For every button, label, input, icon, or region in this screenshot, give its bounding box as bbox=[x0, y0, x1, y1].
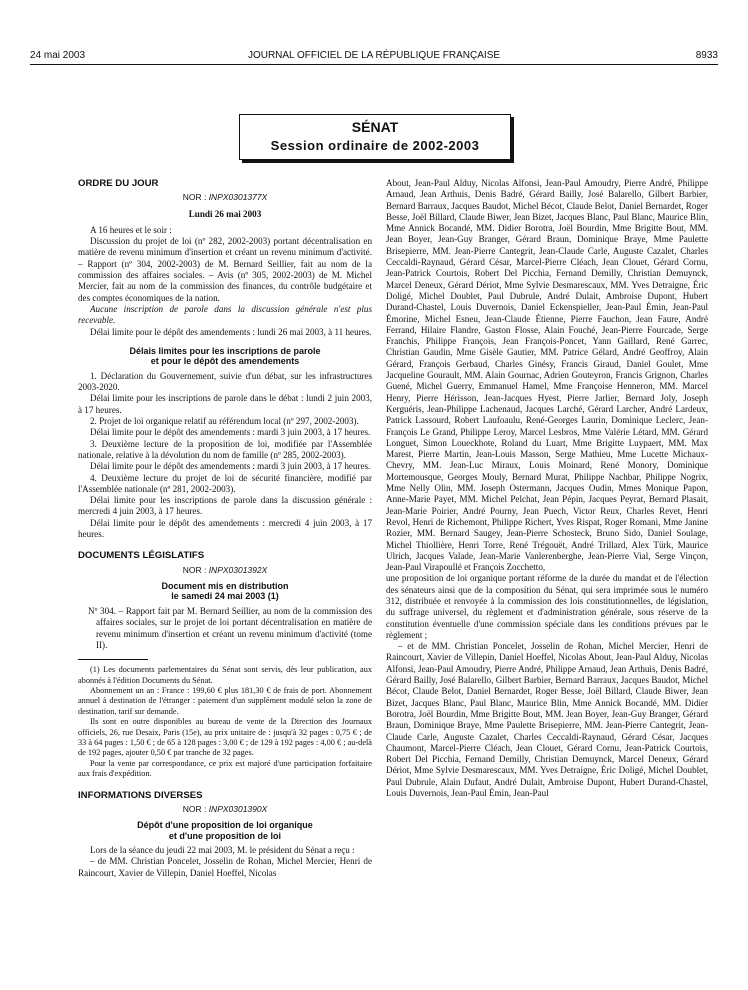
ordre-deadline: Délai limite pour le dépôt des amendements : lundi 26 mai 2003, à 11 heures. bbox=[90, 326, 372, 337]
delais-item: Délai limite pour le dépôt des amendements : mardi 3 juin 2003, à 17 heures. bbox=[90, 427, 371, 438]
footnote-text: (1) Les documents parlementaires du Sénat sont servis, dès leur publication, aux abonnés à l'édition Documents du Sénat. bbox=[78, 665, 372, 685]
title-session: Session ordinaire de 2002-2003 bbox=[270, 138, 480, 153]
signatories-list-2: – et de MM. Christian Poncelet, Josselin de Rohan, Michel Mercier, Henri de Raincourt, Xavier de Villepin, Daniel Hoeffel, Nicolas About, Jean-Paul Alduy, Nicolas Alfonsi, Jean-Paul Amoudry, Pierre André, Philippe Arnaud, Jean Arthuis, Denis Badré, Gérard Bailly, José Balarello, Gilbert Barbier, Bernard Barraux, Jacques Baudot, Michel Bécot, Claude Belot, Daniel Bernardet, Roger Besse, Joël Billard, Claude Biwer, Jean Bizet, Jacques Blanc, Paul Blanc, Maurice Blin, Mme Annick Bocandé, MM. Didier Borotra, Joël Bourdin, Mme Brigitte Bout, MM. Jean Boyer, Jean-Guy Branger, Gérard Braun, Dominique Braye, Mme Paulette Brisepierre, MM. Jean-Pierre Cantegrit, Jean-Claude Carle, Auguste Cazalet, Charles Ceccaldi-Raynaud, Gérard César, Jacques Chaumont, Marcel-Pierre Cléach, Jean Clouet, Gérard Cornu, Jean-Patrick Courtois, Robert Del Picchia, Fernand Demilly, Christian Demuynck, Marcel Deneux, Gérard Dériot, Mme Sylvie Desmarescaux, MM. Yves Detraigne, Éric Doligé, Michel Doublet, Paul Dubrule, Alain Dufaut, André Dulait, Ambroise Dupont, Hubert Durand-Chastel, Louis Duvernois, Jean-Paul Émin, Jean-Paul bbox=[386, 641, 708, 799]
delais-item: Délai limite pour les inscriptions de parole dans la discussion générale : mercredi 4 juin 2003, à 17 heures. bbox=[78, 495, 372, 517]
footnote-text: Ils sont en outre disponibles au bureau de vente de la Direction des Journaux officiels, 26, rue Desaix, Paris (15e), au prix unitaire de : jusqu'à 32 pages : 0,75 € ; de 33 à 64 pages : 1,50 € ; de 65 à 128 pages : 3,00 € ; de 129 à 192 pages : 4,00 € ; au-delà de 192 pages, ajouter 0,50 € par tranche de 32 pages. bbox=[78, 717, 372, 758]
ordre-time: A 16 heures et le soir : bbox=[90, 224, 172, 235]
signatories-list-1: About, Jean-Paul Alduy, Nicolas Alfonsi, Jean-Paul Amoudry, Pierre André, Philippe Arnaud, Jean Arthuis, Denis Badré, Gérard Bailly, José Balarello, Gilbert Barbier, Bernard Barraux, Jacques Baudot, Michel Bécot, Claude Belot, Daniel Bernardet, Roger Besse, Joël Billard, Claude Biwer, Jean Bizet, Jacques Blanc, Paul Blanc, Maurice Blin, Mme Annick Bocandé, MM. Didier Borotra, Joël Bourdin, Mme Brigitte Bout, MM. Jean Boyer, Jean-Guy Branger, Gérard Braun, Dominique Braye, Mme Paulette Brisepierre, MM. Jean-Pierre Cantegrit, Jean-Claude Carle, Auguste Cazalet, Charles Ceccaldi-Raynaud, Gérard César, Marcel-Pierre Cléach, Jean Clouet, Gérard Cornu, Jean-Patrick Courtois, Robert Del Picchia, Fernand Demilly, Christian Demuynck, Marcel Deneux, Gérard Dériot, Mme Sylvie Desmarescaux, MM. Yves Detraigne, Éric Doligé, Michel Doublet, Paul Dubrule, André Dulait, Ambroise Dupont, Hubert Durand-Chastel, Louis Duvernois, Daniel Eckenspieller, Jean-Paul Émin, Jean-Paul Émorine, Michel Esneu, Jean-Claude Étienne, Pierre Fauchon, Jean Faure, André Ferrand, Hilaire Flandre, Gaston Flosse, Alain Fouché, Jean-Pierre Fourcade, Serge Franchis, Philippe François, Jean François-Poncet, Yann Gaillard, René Garrec, Christian Gaudin, Mme Gisèle Gautier, MM. Patrice Gélard, André Geoffroy, Alain Gérard, François Gerbaud, Charles Ginésy, Francis Giraud, Daniel Goulet, Mme Jacqueline Gourault, MM. Alain Gournac, Adrien Gouteyron, Francis Grignon, Charles Guené, Michel Guerry, Emmanuel Hamel, Mme Françoise Henneron, MM. Marcel Henry, Pierre Hérisson, Jean-Jacques Hyest, Pierre Jarlier, Bernard Joly, Joseph Kerguéris, Jean-Philippe Lachenaud, Jacques Larché, Gérard Larcher, André Lardeux, Patrick Lassourd, Robert Laufoaulu, René-Georges Laurin, Dominique Leclerc, Jean-François Le Grand, Philippe Leroy, Marcel Lesbros, Mme Valérie Létard, MM. Gérard Longuet, Simon Loueckhote, Roland du Luart, Mme Brigitte Luypaert, MM. Max Marest, Pierre Martin, Jean-Louis Masson, Serge Mathieu, Mme Lucette Michaux-Chevry, MM. Jean-Luc Miraux, Louis Moinard, René Monory, Dominique Mortemousque, Georges Mouly, Bernard Murat, Philippe Nachbar, Philippe Nogrix, Mme Nelly Olin, MM. Joseph Ostermann, Jacques Oudin, Mmes Monique Papon, Anne-Marie Payet, MM. Michel Pelchat, Jean Pépin, Jacques Peyrat, Bernard Plasait, Jean-Marie Poirier, André Pourny, Jean Puech, Victor Reux, Charles Revet, Henri Revol, Henri de Richemont, Philippe Richert, Yves Rispat, Roger Romani, Mme Janine Rozier, MM. Bernard Saugey, Jean-Pierre Schosteck, Bruno Sido, Daniel Soulage, Michel Thiollière, Henri Torre, René Trégouët, André Trillard, Alex Türk, Maurice Ulrich, Jacques Valade, Jean-Marie Vanlerenberghe, Jean-Pierre Vial, Serge Vinçon, Jean-Paul Virapoullé et François Zocchetto, bbox=[386, 178, 708, 573]
infos-heading: INFORMATIONS DIVERSES bbox=[78, 789, 203, 801]
left-column bbox=[78, 178, 372, 879]
delais-item: 1. Déclaration du Gouvernement, suivie d'un débat, sur les infrastructures 2003-2020. bbox=[78, 370, 372, 393]
infos-subheading: Dépôt d'une proposition de loi organique et d'une proposition de loi bbox=[137, 820, 313, 841]
documents-subheading: Document mis en distribution le samedi 24 mai 2003 (1) bbox=[161, 580, 289, 602]
header-rule bbox=[30, 64, 718, 65]
delais-item: Délai limite pour le dépôt des amendements : mardi 3 juin 2003, à 17 heures. bbox=[90, 461, 371, 472]
footnote-text: Pour la vente par correspondance, ce prix est majoré d'une participation forfaitaire aux frais d'expédition. bbox=[78, 758, 372, 779]
infos-names-start: – de MM. Christian Poncelet, Josselin de Rohan, Michel Mercier, Henri de Raincourt, Xavier de Villepin, Daniel Hoeffel, Nicolas bbox=[78, 856, 372, 878]
header-date: 24 mai 2003 bbox=[30, 50, 86, 61]
running-header bbox=[30, 50, 718, 64]
footnote-text: Abonnement un an : France : 199,60 € plus 181,30 € de frais de port. Abonnement annuel à destination de l'étranger : paiement d'un supplément modulé selon la zone de destination, tarif sur demande. bbox=[78, 685, 372, 716]
title-senat: SÉNAT bbox=[351, 119, 399, 135]
section-title-box bbox=[239, 114, 511, 160]
documents-heading: DOCUMENTS LÉGISLATIFS bbox=[78, 550, 205, 562]
right-column bbox=[386, 178, 708, 799]
proposition-text: une proposition de loi organique portant réforme de la durée du mandat et de l'élection des sénateurs ainsi que de la composition du Sénat, qui sera imprimée sous le numéro 312, distribuée et renvoyée à la commission des lois constitutionnelles, de législation, du suffrage universel, du règlement et d'administration générale, sous réserve de la constitution éventuelle d'une commission spéciale dans les conditions prévues par le règlement ; bbox=[386, 573, 708, 640]
ordre-heading: ORDRE DU JOUR bbox=[78, 178, 159, 189]
ordre-day: Lundi 26 mai 2003 bbox=[188, 208, 262, 219]
delais-item: Délai limite pour le dépôt des amendements : mercredi 4 juin 2003, à 17 heures. bbox=[78, 517, 372, 540]
delais-item: 3. Deuxième lecture de la proposition de loi, modifiée par l'Assemblée nationale, relative à la dévolution du nom de famille (nº 285, 2002-2003). bbox=[78, 438, 372, 460]
delais-item: Délai limite pour les inscriptions de parole dans le débat : lundi 2 juin 2003, à 17 heures. bbox=[78, 393, 372, 415]
delais-heading: Délais limites pour les inscriptions de parole et pour le dépôt des amendements bbox=[129, 345, 321, 367]
ordre-discussion: Discussion du projet de loi (nº 282, 2002-2003) portant décentralisation en matière de revenu minimum d'insertion et créant un revenu minimum d'activité. – Rapport (nº 304, 2002-2003) de M. Bernard Seillier, fait au nom de la commission des affaires sociales. – Avis (nº 305, 2002-2003) de M. Michel Mercier, fait au nom de la commission des finances, du contrôle budgétaire et des comptes économiques de la nation. bbox=[78, 236, 372, 303]
header-journal-title: JOURNAL OFFICIEL DE LA RÉPUBLIQUE FRANÇAISE bbox=[247, 50, 501, 61]
header-page-number: 8933 bbox=[695, 50, 718, 61]
footnote-separator bbox=[78, 659, 148, 660]
ordre-nor: NOR : INPX0301377X bbox=[182, 192, 268, 203]
delais-item: 4. Deuxième lecture du projet de loi de sécurité financière, modifié par l'Assemblée nationale (nº 281, 2002-2003). bbox=[78, 472, 372, 494]
documents-entry: Nº 304. – Rapport fait par M. Bernard Seillier, au nom de la commission des affaires sociales, sur le projet de loi portant décentralisation en matière de revenu minimum d'insertion et créant un revenu minimum d'activité (tome II). bbox=[88, 605, 372, 650]
documents-nor: NOR : INPX0301392X bbox=[182, 564, 268, 575]
infos-nor: NOR : INPX0301390X bbox=[182, 803, 268, 814]
ordre-notice: Aucune inscription de parole dans la discussion générale n'est plus recevable. bbox=[78, 303, 372, 326]
delais-item: 2. Projet de loi organique relatif au référendum local (nº 297, 2002-2003). bbox=[90, 416, 359, 427]
infos-intro: Lors de la séance du jeudi 22 mai 2003, M. le président du Sénat a reçu : bbox=[90, 845, 355, 856]
